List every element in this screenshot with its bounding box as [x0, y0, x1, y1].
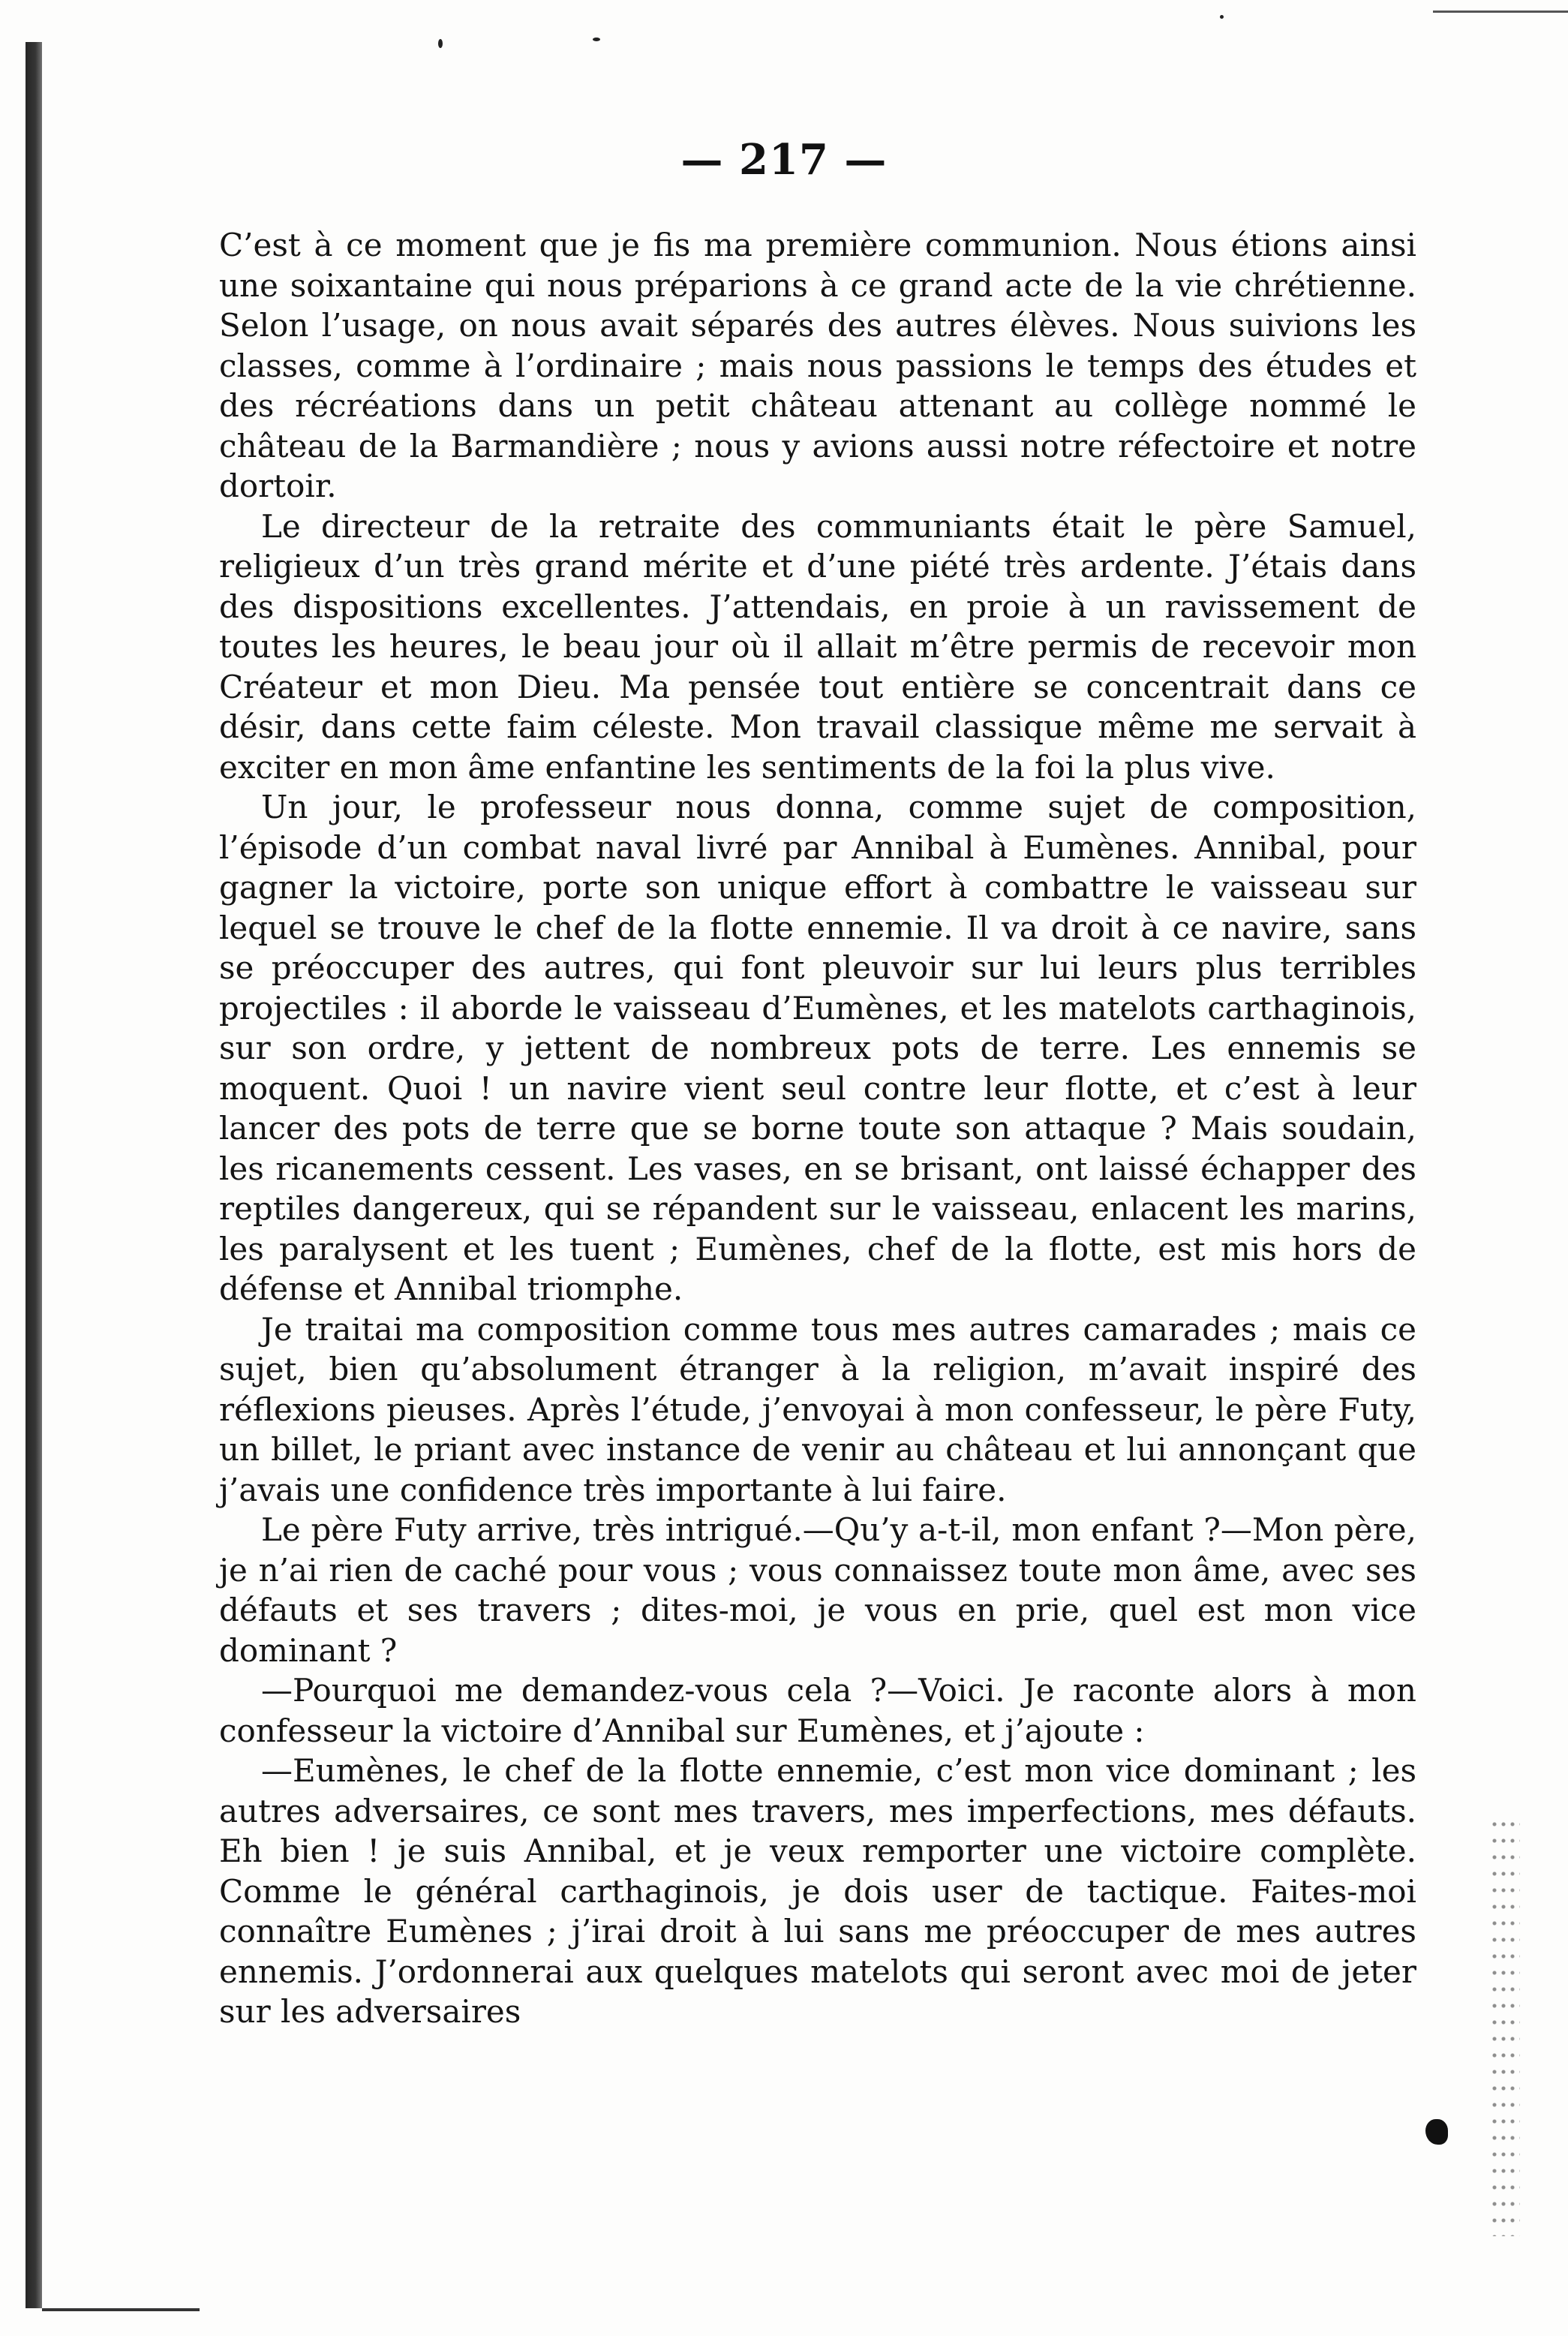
- margin-noise: [1490, 1816, 1520, 2236]
- ink-blot: [1425, 2119, 1448, 2145]
- paragraph-6: —Pourquoi me demandez-vous cela ?—Voici. Je raconte alors à mon confesseur la victoire d’Annibal sur Eumènes, et j’ajoute :: [219, 1672, 1416, 1749]
- paragraph-3: Un jour, le professeur nous donna, comme sujet de composition, l’épisode d’un combat naval livré par Annibal à Eumènes. Annibal, pour gagner la victoire, porte son unique effort à combattre le vaisseau sur lequel se trouve le chef de la flotte ennemie. Il va droit à ce navire, sans se préoccuper des autres, qui font pleuvoir sur lui leurs plus terribles projectiles : il aborde le vaisseau d’Eumènes, et les matelots carthaginois, sur son ordre, y jettent de nombreux pots de terre. Les ennemis se moquent. Quoi ! un navire vient seul contre leur flotte, et c’est à leur lancer des pots de terre que se borne toute son attaque ? Mais soudain, les ricanements cessent. Les vases, en se brisant, ont laissé échapper des reptiles dangereux, qui se répandent sur le vaisseau, enlacent les marins, les paralysent et les tuent ; Eumènes, chef de la flotte, est mis hors de défense et Annibal triomphe.: [219, 789, 1416, 1307]
- body-text: [219, 225, 1416, 2032]
- bottom-corner-rule: [42, 2308, 200, 2311]
- scan-speck: [1220, 15, 1224, 19]
- paragraph-7: —Eumènes, le chef de la flotte ennemie, c’est mon vice dominant ; les autres adversaires, ce sont mes travers, mes imperfections, mes défauts. Eh bien ! je suis Annibal, et je veux remporter une victoire complète. Comme le général carthaginois, je dois user de tactique. Faites-moi connaître Eumènes ; j’irai droit à lui sans me préoccuper de mes autres ennemis. J’ordonnerai aux quelques matelots qui seront avec moi de jeter sur les adversaires: [219, 1752, 1416, 2030]
- scan-speck: [438, 39, 443, 48]
- paragraph-2: Le directeur de la retraite des communiants était le père Samuel, religieux d’un très grand mérite et d’une piété très ardente. J’étais dans des dispositions excellentes. J’attendais, en proie à un ravissement de toutes les heures, le beau jour où il allait m’être permis de recevoir mon Créateur et mon Dieu. Ma pensée tout entière se concentrait dans ce désir, dans cette faim céleste. Mon travail classique même me servait à exciter en mon âme enfantine les sentiments de la foi la plus vive.: [219, 507, 1416, 786]
- book-binding-edge: [26, 42, 42, 2308]
- paragraph-5: Le père Futy arrive, très intrigué.—Qu’y a-t-il, mon enfant ?—Mon père, je n’ai rien de caché pour vous ; vous connaissez toute mon âme, avec ses défauts et ses travers ; dites-moi, je vous en prie, quel est mon vice dominant ?: [219, 1511, 1416, 1669]
- scan-speck: [593, 38, 600, 41]
- top-corner-rule: [1433, 11, 1568, 13]
- page-number: — 217 —: [680, 135, 888, 185]
- paragraph-4: Je traitai ma composition comme tous mes autres camarades ; mais ce sujet, bien qu’absolument étranger à la religion, m’avait inspiré des réflexions pieuses. Après l’étude, j’envoyai à mon confesseur, le père Futy, un billet, le priant avec instance de venir au château et lui annonçant que j’avais une confidence très importante à lui faire.: [219, 1310, 1416, 1508]
- paragraph-1: C’est à ce moment que je fis ma première communion. Nous étions ainsi une soixantaine qui nous préparions à ce grand acte de la vie chrétienne. Selon l’usage, on nous avait séparés des autres élèves. Nous suivions les classes, comme à l’ordinaire ; mais nous passions le temps des études et des récréations dans un petit château attenant au collège nommé le château de la Barmandière ; nous y avions aussi notre réfectoire et notre dortoir.: [219, 227, 1416, 504]
